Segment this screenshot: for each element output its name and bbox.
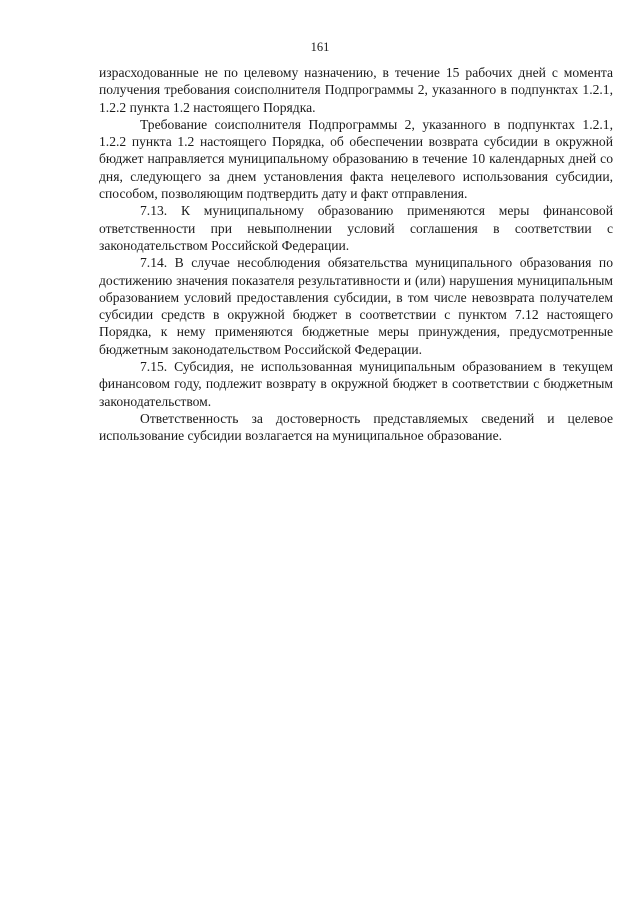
paragraph-item-7-13: 7.13. К муниципальному образованию применяются меры финансовой ответственности при невыполнении условий соглашения в соответствии с законодательством Российской Федерации. bbox=[99, 203, 613, 253]
paragraph-item-7-14: 7.14. В случае несоблюдения обязательства муниципального образования по достижению значения показателя результативности и (или) нарушения муниципальным образованием условий предоставления субсидии, в том числе невозврата получателем субсидии средств в окружной бюджет в соответствии с пунктом 7.12 настоящего Порядка, к нему применяются бюджетные меры принуждения, предусмотренные бюджетным законодательством Российской Федерации. bbox=[99, 255, 613, 357]
paragraph-responsibility: Ответственность за достоверность представляемых сведений и целевое использование субсидии возлагается на муниципальное образование. bbox=[99, 410, 613, 444]
page-number: 161 bbox=[310, 40, 330, 54]
paragraph-continuation: израсходованные не по целевому назначению, в течение 15 рабочих дней с момента получения требования соисполнителя Подпрограммы 2, указанного в подпунктах 1.2.1, 1.2.2 пункта 1.2 настоящего Порядка. bbox=[99, 65, 613, 115]
paragraph-subsidy-return-demand: Требование соисполнителя Подпрограммы 2, указанного в подпунктах 1.2.1, 1.2.2 пункта 1.2 настоящего Порядка, об обеспечении возврата субсидии в окружной бюджет направляется муниципальному образованию в течение 10 календарных дней со дня, следующего за днем установления факта нецелевого использования субсидии, способом, позволяющим подтвердить дату и факт отправления. bbox=[99, 116, 613, 202]
document-body bbox=[99, 64, 613, 445]
paragraph-item-7-15: 7.15. Субсидия, не использованная муниципальным образованием в текущем финансовом году, подлежит возврату в окружной бюджет в соответствии с бюджетным законодательством. bbox=[99, 359, 613, 409]
